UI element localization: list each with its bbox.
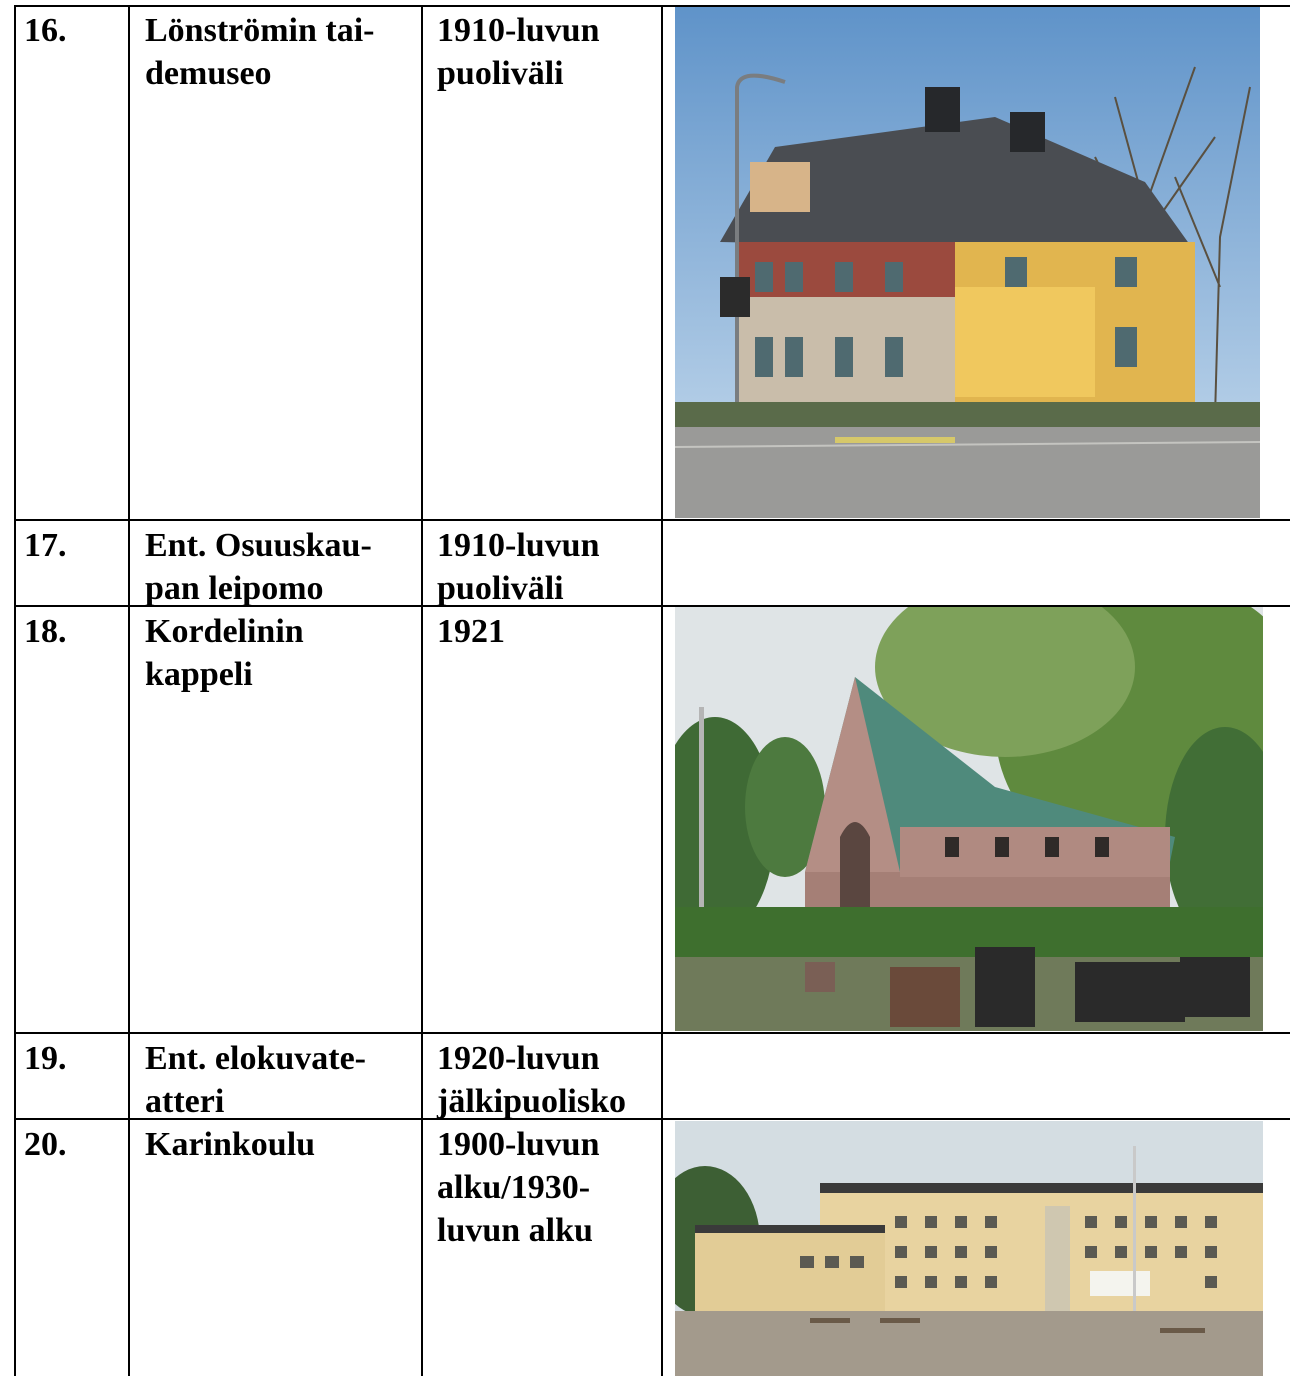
building-name: Ent. Osuuskau- pan leipomo (145, 527, 372, 607)
column-divider-2 (421, 5, 423, 1376)
column-divider-1 (128, 5, 130, 1376)
row-number: 20. (24, 1126, 67, 1163)
row-number: 18. (24, 613, 67, 650)
row-divider-16-17 (14, 519, 1290, 521)
table-left-border (14, 5, 16, 1376)
row-number: 19. (24, 1040, 67, 1077)
school-photo (675, 1121, 1263, 1376)
building-name: Karinkoulu (145, 1126, 316, 1163)
building-date: 1920-luvun jälkipuolisko (437, 1040, 626, 1120)
museum-photo (675, 7, 1260, 518)
building-date: 1910-luvun puoliväli (437, 12, 600, 92)
row-divider-18-19 (14, 1032, 1290, 1034)
building-name: Ent. elokuvate- atteri (145, 1040, 366, 1120)
building-name: Lönströmin tai- demuseo (145, 12, 375, 92)
chapel-photo (675, 607, 1263, 1031)
building-name: Kordelinin kappeli (145, 613, 304, 693)
building-date: 1921 (437, 613, 505, 650)
row-number: 16. (24, 12, 67, 49)
building-date: 1900-luvun alku/1930- luvun alku (437, 1126, 600, 1249)
column-divider-3 (661, 5, 663, 1376)
row-number: 17. (24, 527, 67, 564)
building-date: 1910-luvun puoliväli (437, 527, 600, 607)
